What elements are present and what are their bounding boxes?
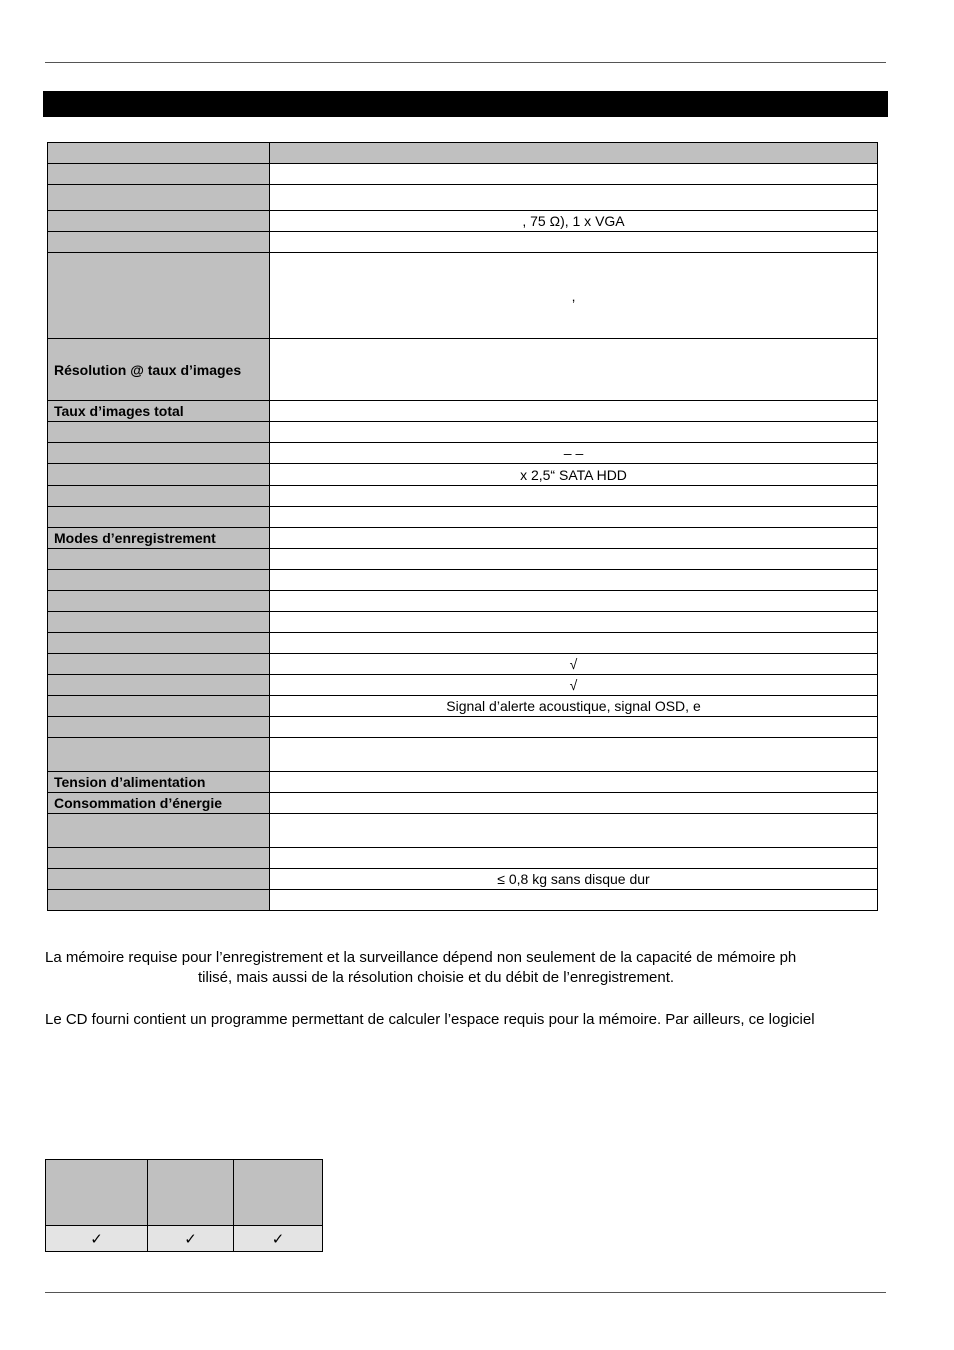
spec-label: [48, 486, 270, 507]
spec-label: Tension d’alimentation: [48, 772, 270, 793]
spec-row: [48, 401, 878, 422]
section-title-bar: [43, 91, 888, 117]
spec-label: [48, 422, 270, 443]
compatibility-header-row: [46, 1160, 323, 1226]
check-mark-icon: ✓: [46, 1226, 148, 1252]
spec-value: Signal d’alerte acoustique, signal OSD, e: [270, 696, 878, 717]
spec-row: [48, 211, 878, 232]
spec-label: [48, 253, 270, 339]
spec-row: [48, 464, 878, 486]
spec-value: [270, 164, 878, 185]
spec-row: [48, 549, 878, 570]
compatibility-header-cell: [148, 1160, 234, 1226]
memory-paragraph-line-1: La mémoire requise pour l’enregistrement et la surveillance dépend non seulement de la capacité de mémoire ph: [45, 949, 797, 966]
spec-row: [48, 185, 878, 211]
spec-value: [270, 486, 878, 507]
spec-value: [270, 422, 878, 443]
spec-row: [48, 890, 878, 911]
spec-value: [270, 339, 878, 401]
spec-label: [48, 507, 270, 528]
spec-value: [270, 401, 878, 422]
spec-label: [48, 164, 270, 185]
spec-value: [270, 570, 878, 591]
spec-value: [270, 549, 878, 570]
spec-label: [48, 654, 270, 675]
spec-label: [48, 143, 270, 164]
spec-label: Modes d’enregistrement: [48, 528, 270, 549]
spec-label: [48, 232, 270, 253]
spec-value: [270, 814, 878, 848]
spec-value: [270, 633, 878, 654]
spec-row: [48, 869, 878, 890]
spec-label: Résolution @ taux d’images: [48, 339, 270, 401]
spec-value: [270, 528, 878, 549]
spec-row: [48, 717, 878, 738]
spec-label: [48, 814, 270, 848]
spec-label: [48, 549, 270, 570]
spec-label: [48, 570, 270, 591]
compatibility-mark-row: [46, 1226, 323, 1252]
check-mark-icon: ✓: [148, 1226, 234, 1252]
spec-row: [48, 675, 878, 696]
spec-row: [48, 164, 878, 185]
spec-label: [48, 848, 270, 869]
spec-value: [270, 717, 878, 738]
spec-label: [48, 717, 270, 738]
spec-row: [48, 848, 878, 869]
spec-value: x 2,5“ SATA HDD: [270, 464, 878, 486]
compatibility-header-cell: [234, 1160, 323, 1226]
spec-value: √: [270, 654, 878, 675]
spec-row: [48, 253, 878, 339]
check-mark-icon: ✓: [234, 1226, 323, 1252]
spec-label: [48, 738, 270, 772]
spec-value: [270, 232, 878, 253]
spec-value: – –: [270, 443, 878, 464]
spec-value: [270, 612, 878, 633]
specifications-table: [47, 142, 878, 911]
spec-value: [270, 185, 878, 211]
compatibility-table: [45, 1159, 323, 1252]
spec-row: [48, 486, 878, 507]
spec-row: [48, 232, 878, 253]
spec-row: [48, 443, 878, 464]
spec-label: [48, 633, 270, 654]
spec-label: Taux d’images total: [48, 401, 270, 422]
spec-value: [270, 591, 878, 612]
spec-row: [48, 591, 878, 612]
spec-row: [48, 339, 878, 401]
spec-label: [48, 869, 270, 890]
spec-label: [48, 185, 270, 211]
spec-header-row: [48, 143, 878, 164]
spec-label: [48, 443, 270, 464]
spec-row: [48, 814, 878, 848]
spec-label: [48, 464, 270, 486]
memory-paragraph-line-2: tilisé, mais aussi de la résolution choisie et du débit de l’enregistrement.: [198, 969, 675, 986]
spec-label: [48, 211, 270, 232]
spec-row: [48, 772, 878, 793]
spec-label: [48, 890, 270, 911]
spec-value: [270, 793, 878, 814]
spec-label: [48, 696, 270, 717]
spec-label: [48, 591, 270, 612]
spec-value: [270, 848, 878, 869]
cd-software-paragraph: Le CD fourni contient un programme permettant de calculer l’espace requis pour la mémoire. Par ailleurs, ce logiciel: [45, 1011, 815, 1028]
spec-value: [270, 890, 878, 911]
spec-row: [48, 528, 878, 549]
spec-value: √: [270, 675, 878, 696]
spec-row: [48, 696, 878, 717]
bottom-rule: [45, 1292, 886, 1293]
spec-value: [270, 507, 878, 528]
spec-value: [270, 772, 878, 793]
spec-value: [270, 738, 878, 772]
spec-row: [48, 612, 878, 633]
spec-value: ≤ 0,8 kg sans disque dur: [270, 869, 878, 890]
spec-label: Consommation d’énergie: [48, 793, 270, 814]
spec-row: [48, 507, 878, 528]
spec-value: ‚: [270, 253, 878, 339]
spec-value: [270, 143, 878, 164]
spec-row: [48, 633, 878, 654]
spec-row: [48, 738, 878, 772]
spec-row: [48, 793, 878, 814]
top-rule: [45, 62, 886, 63]
spec-row: [48, 570, 878, 591]
spec-label: [48, 675, 270, 696]
spec-value: , 75 Ω), 1 x VGA: [270, 211, 878, 232]
spec-label: [48, 612, 270, 633]
spec-row: [48, 654, 878, 675]
compatibility-header-cell: [46, 1160, 148, 1226]
spec-row: [48, 422, 878, 443]
